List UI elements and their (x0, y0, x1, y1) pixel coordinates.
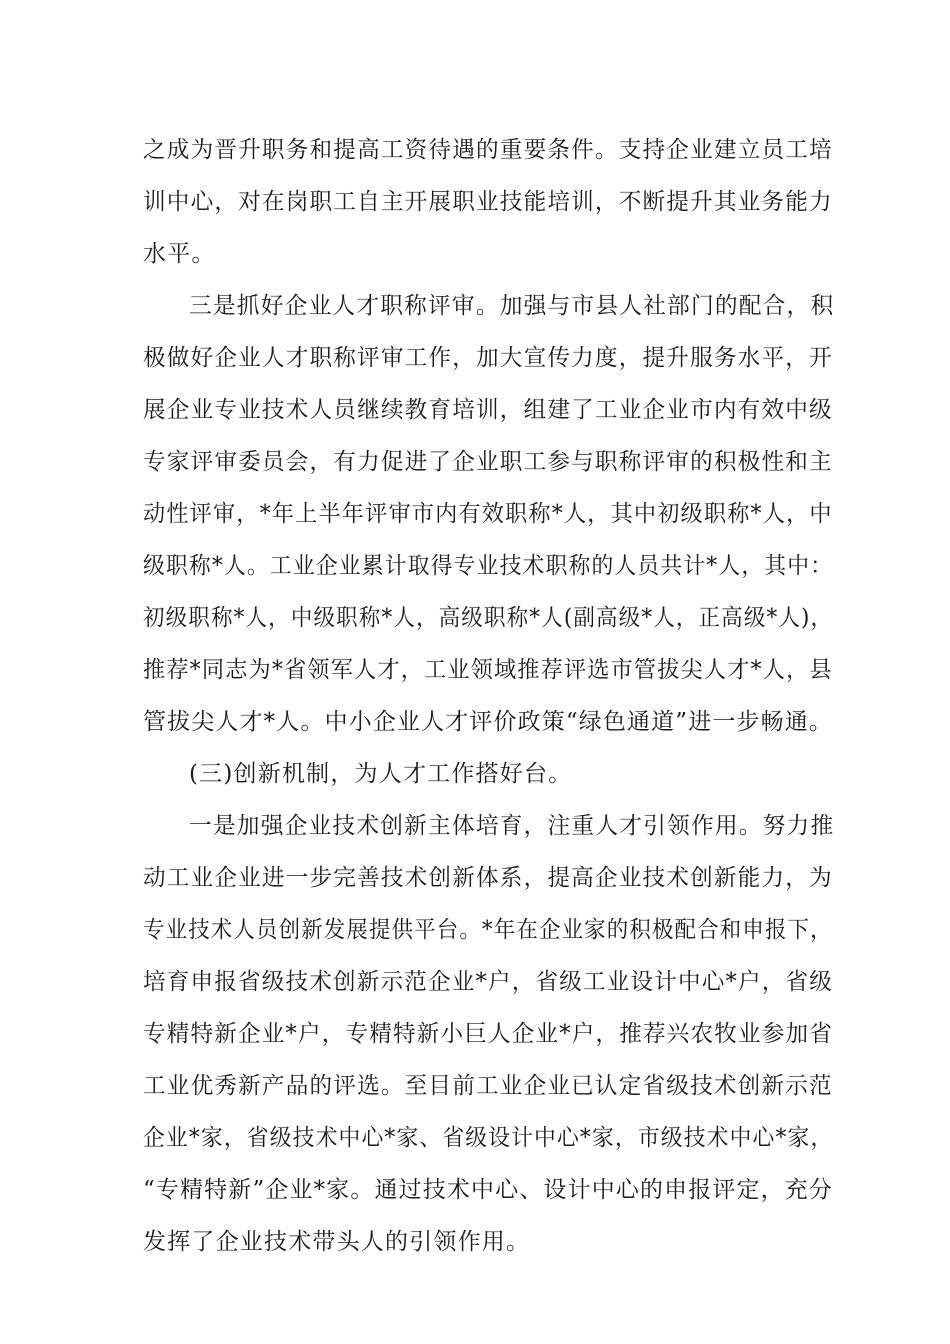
text-line: 动性评审，*年上半年评审市内有效职称*人，其中初级职称*人，中 (143, 501, 833, 527)
text-line: 极做好企业人才职称评审工作，加大宣传力度，提升服务水平，开 (143, 345, 833, 371)
text-line: 培育申报省级技术创新示范企业*户，省级工业设计中心*户，省级 (143, 969, 833, 995)
section-heading: (三)创新机制，为人才工作搭好台。 (189, 761, 573, 787)
text-line: 专业技术人员创新发展提供平台。*年在企业家的积极配合和申报下， (143, 917, 833, 943)
text-line: 展企业专业技术人员继续教育培训，组建了工业企业市内有效中级 (143, 397, 833, 423)
text-line: 企业*家，省级技术中心*家、省级设计中心*家，市级技术中心*家， (143, 1125, 834, 1151)
text-line: 级职称*人。工业企业累计取得专业技术职称的人员共计*人，其中： (143, 553, 834, 579)
text-line: 推荐*同志为*省领军人才，工业领域推荐评选市管拔尖人才*人，县 (143, 657, 833, 683)
text-line: 工业优秀新产品的评选。至目前工业企业已认定省级技术创新示范 (143, 1073, 833, 1099)
text-line: 发挥了企业技术带头人的引领作用。 (143, 1229, 531, 1255)
text-line: “专精特新”企业*家。通过技术中心、设计中心的申报评定，充分 (143, 1177, 834, 1203)
text-line: 之成为晋升职务和提高工资待遇的重要条件。支持企业建立员工培 (143, 137, 833, 163)
text-line: 专家评审委员会，有力促进了企业职工参与职称评审的积极性和主 (143, 449, 833, 475)
text-line: 训中心，对在岗职工自主开展职业技能培训，不断提升其业务能力 (143, 189, 833, 215)
text-line: 水平。 (143, 241, 216, 267)
text-line: 初级职称*人，中级职称*人，高级职称*人(副高级*人，正高级*人)， (143, 605, 834, 631)
paragraph-start-line: 一是加强企业技术创新主体培育，注重人才引领作用。努力推 (189, 813, 835, 839)
text-line: 动工业企业进一步完善技术创新体系，提高企业技术创新能力，为 (143, 865, 833, 891)
text-line: 管拔尖人才*人。中小企业人才评价政策“绿色通道”进一步畅通。 (143, 709, 834, 735)
text-line: 专精特新企业*户，专精特新小巨人企业*户，推荐兴农牧业参加省 (143, 1021, 833, 1047)
paragraph-start-line: 三是抓好企业人才职称评审。加强与市县人社部门的配合，积 (189, 293, 835, 319)
